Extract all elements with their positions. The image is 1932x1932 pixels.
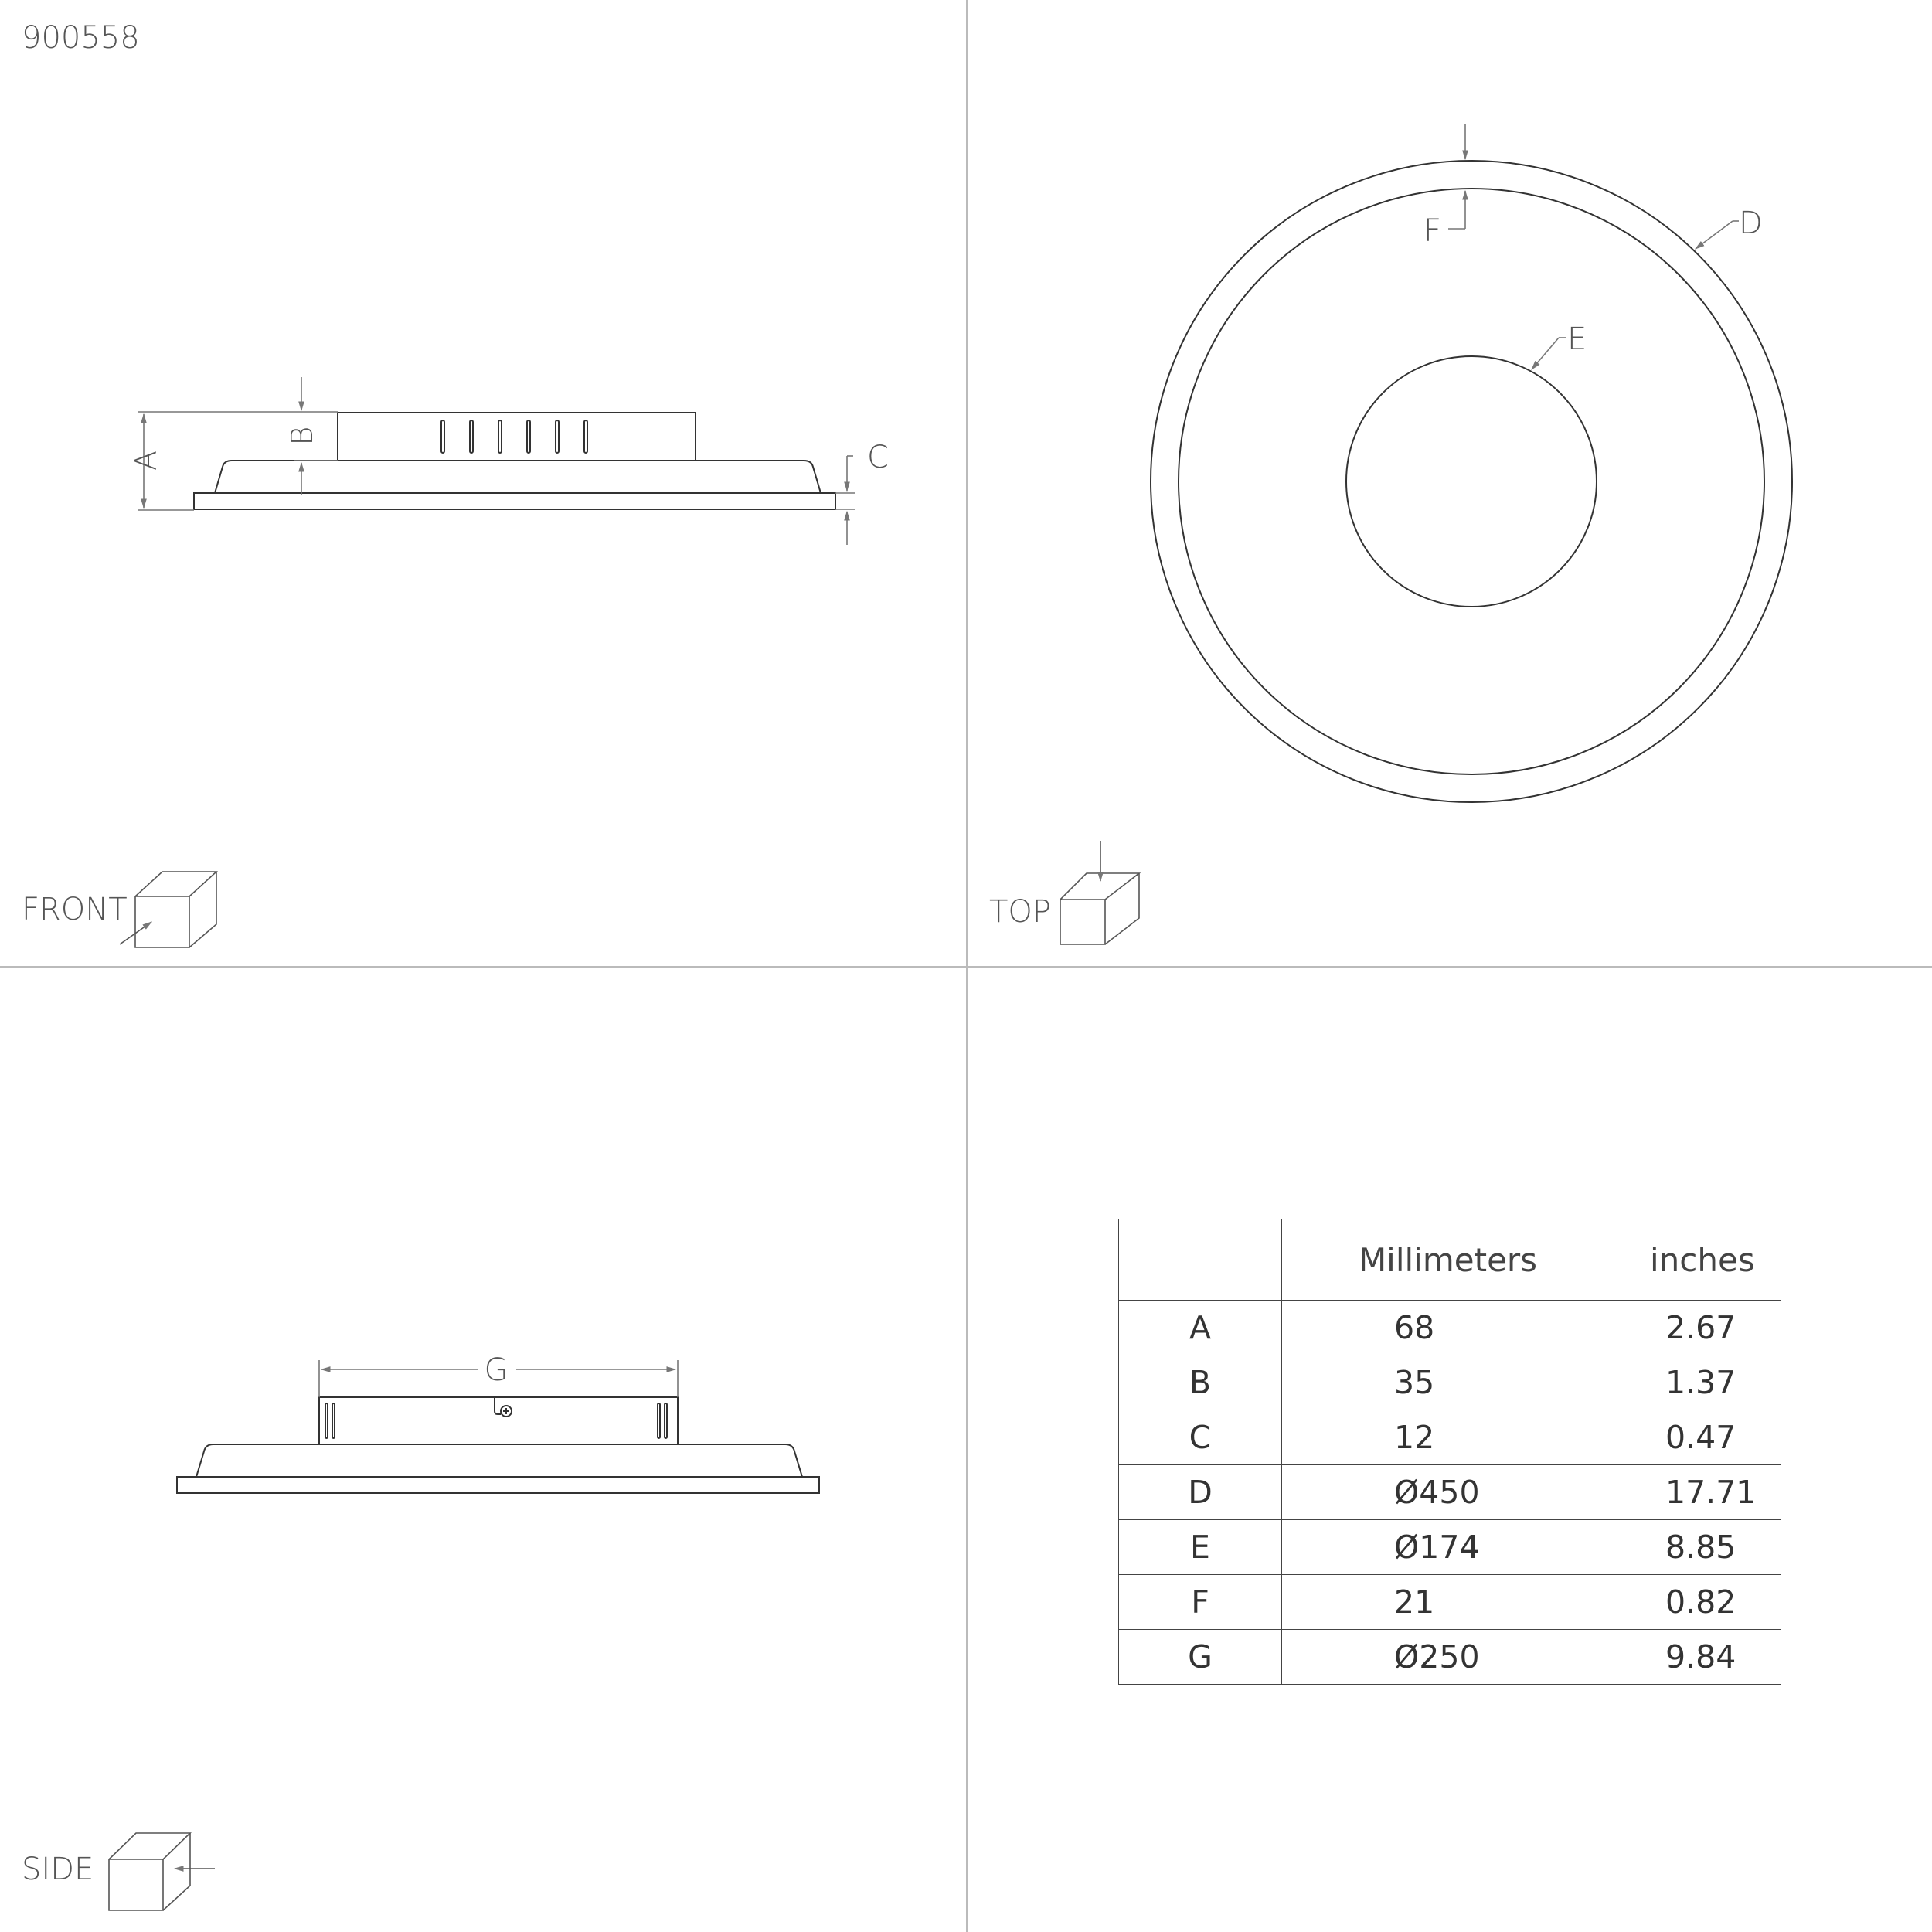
side-diffuser	[196, 1444, 802, 1477]
side-driver-box	[319, 1397, 678, 1444]
dim-label-f: F	[1423, 213, 1442, 249]
row-inches: 1.37	[1614, 1355, 1781, 1410]
top-view-label: TOP	[989, 894, 1052, 930]
side-cube-icon	[109, 1833, 215, 1910]
row-label: A	[1119, 1301, 1282, 1355]
table-row	[1119, 1355, 1781, 1410]
row-inches: 2.67	[1614, 1301, 1781, 1355]
dim-label-e: E	[1567, 321, 1587, 357]
vent-slot	[527, 420, 530, 453]
row-mm: 21	[1282, 1575, 1614, 1630]
table-row	[1119, 1410, 1781, 1465]
dim-label-d: D	[1739, 206, 1763, 241]
model-number: 900558	[22, 20, 140, 56]
row-mm: Ø450	[1282, 1465, 1614, 1520]
dim-label-g: G	[484, 1352, 509, 1388]
top-lamp-outline	[1151, 161, 1792, 802]
header-millimeters: Millimeters	[1282, 1219, 1614, 1301]
header-inches: inches	[1614, 1219, 1781, 1301]
dim-label-a: A	[129, 451, 163, 471]
row-mm: 12	[1282, 1410, 1614, 1465]
dim-label-c: C	[867, 440, 889, 475]
row-label: C	[1119, 1410, 1282, 1465]
row-label: F	[1119, 1575, 1282, 1630]
row-inches: 8.85	[1614, 1520, 1781, 1575]
front-vent-slots	[441, 420, 587, 453]
side-vent-slots	[325, 1403, 667, 1438]
dim-e-leader-line	[1532, 338, 1559, 369]
row-inches: 9.84	[1614, 1630, 1781, 1685]
table-row	[1119, 1465, 1781, 1520]
front-cube-icon	[120, 872, 216, 947]
front-view-label: FRONT	[22, 892, 128, 927]
vent-slot	[556, 420, 559, 453]
vent-slot	[470, 420, 473, 453]
dimensions-table	[1118, 1219, 1781, 1685]
top-dimensions	[966, 0, 1739, 369]
table-header-row	[1119, 1219, 1781, 1301]
front-view	[22, 377, 889, 947]
vent-slot	[584, 420, 587, 453]
top-view	[966, 0, 1792, 944]
row-label: B	[1119, 1355, 1282, 1410]
table-row	[1119, 1630, 1781, 1685]
center-plate	[1346, 356, 1597, 607]
front-diffuser	[215, 461, 821, 493]
table-row	[1119, 1575, 1781, 1630]
front-driver-box	[338, 413, 696, 461]
vent-slot	[498, 420, 502, 453]
outer-ring	[1151, 161, 1792, 802]
inner-diffuser-ring	[1179, 189, 1764, 774]
row-label: D	[1119, 1465, 1282, 1520]
header-label	[1119, 1219, 1282, 1301]
row-mm: 68	[1282, 1301, 1614, 1355]
row-mm: 35	[1282, 1355, 1614, 1410]
row-inches: 17.71	[1614, 1465, 1781, 1520]
side-base-plate	[177, 1477, 819, 1493]
dim-d-leader-line	[1696, 221, 1733, 249]
row-inches: 0.82	[1614, 1575, 1781, 1630]
side-view	[22, 1351, 819, 1910]
front-base-plate	[194, 493, 835, 509]
row-mm: Ø174	[1282, 1520, 1614, 1575]
side-lamp-outline	[177, 1397, 819, 1493]
row-mm: Ø250	[1282, 1630, 1614, 1685]
table-row	[1119, 1301, 1781, 1355]
side-view-label: SIDE	[22, 1852, 94, 1887]
side-cable-clip	[495, 1397, 512, 1417]
row-label: E	[1119, 1520, 1282, 1575]
vent-slot	[441, 420, 444, 453]
table-row	[1119, 1520, 1781, 1575]
row-inches: 0.47	[1614, 1410, 1781, 1465]
top-cube-icon	[1060, 841, 1139, 944]
row-label: G	[1119, 1630, 1282, 1685]
dim-label-b: B	[285, 426, 319, 446]
